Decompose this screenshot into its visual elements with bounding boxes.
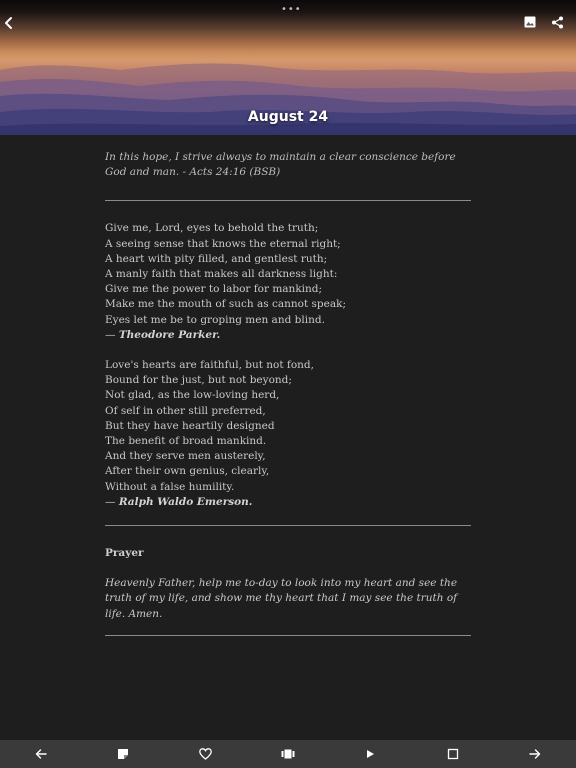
poem-author: Theodore Parker. — [118, 328, 221, 341]
poem-attribution — [105, 328, 471, 343]
play-icon[interactable] — [358, 742, 382, 766]
prayer-text: Heavenly Father, help me to-day to look into my heart and see the truth of my life, and show me thy heart that I may see the truth of life. Amen. — [105, 577, 458, 620]
carousel-icon[interactable] — [276, 742, 300, 766]
poem-line: Of self in other still preferred, — [105, 404, 266, 417]
arrow-left-icon[interactable] — [29, 742, 53, 766]
divider — [105, 200, 471, 201]
prayer-heading: Prayer — [105, 547, 144, 560]
scripture-verse: In this hope, I strive always to maintain a clear conscience before God and man. - Acts 24:16 (BSB) — [105, 151, 456, 179]
poem-line: Not glad, as the low-loving herd, — [105, 389, 280, 402]
poem-line: Give me the power to labor for mankind; — [105, 283, 323, 296]
poem-line: Without a false humility. — [105, 480, 235, 493]
poem-attribution — [105, 495, 471, 510]
poem-line: After their own genius, clearly, — [105, 465, 270, 478]
poem-line: Love's hearts are faithful, but not fond, — [105, 359, 314, 372]
poem-line: Eyes let me be to groping men and blind. — [105, 313, 325, 326]
arrow-right-icon[interactable] — [523, 742, 547, 766]
poem-line: Make me the mouth of such as cannot speak; — [105, 298, 347, 311]
bottom-toolbar — [0, 740, 576, 768]
window-handle-dots[interactable]: ••• — [281, 4, 302, 15]
divider — [105, 635, 471, 636]
divider — [105, 525, 471, 526]
poem-line: But they have heartily designed — [105, 419, 275, 432]
heart-icon[interactable] — [194, 742, 218, 766]
poem-line: And they serve men austerely, — [105, 450, 266, 463]
poem-line: A seeing sense that knows the eternal right; — [105, 237, 341, 250]
poem-line: Bound for the just, but not beyond; — [105, 374, 292, 387]
note-icon[interactable] — [111, 742, 135, 766]
poem-line: The benefit of broad mankind. — [105, 435, 267, 448]
poem-line: A heart with pity filled, and gentlest ruth; — [105, 252, 328, 265]
page-title: August 24 — [247, 109, 329, 125]
poem — [105, 221, 471, 343]
attribution-dash: — — [105, 495, 119, 508]
image-icon[interactable] — [524, 16, 546, 38]
devotional-content — [105, 150, 471, 656]
poem-line: A manly faith that makes all darkness light: — [105, 268, 338, 281]
attribution-dash: — — [105, 328, 119, 341]
share-icon[interactable] — [551, 16, 573, 38]
header-image — [0, 0, 576, 135]
poem — [105, 358, 471, 510]
square-icon[interactable] — [441, 742, 465, 766]
poem-line: Give me, Lord, eyes to behold the truth; — [105, 222, 319, 235]
poem-author: Ralph Waldo Emerson. — [118, 495, 253, 508]
back-chevron-icon[interactable] — [2, 16, 24, 38]
